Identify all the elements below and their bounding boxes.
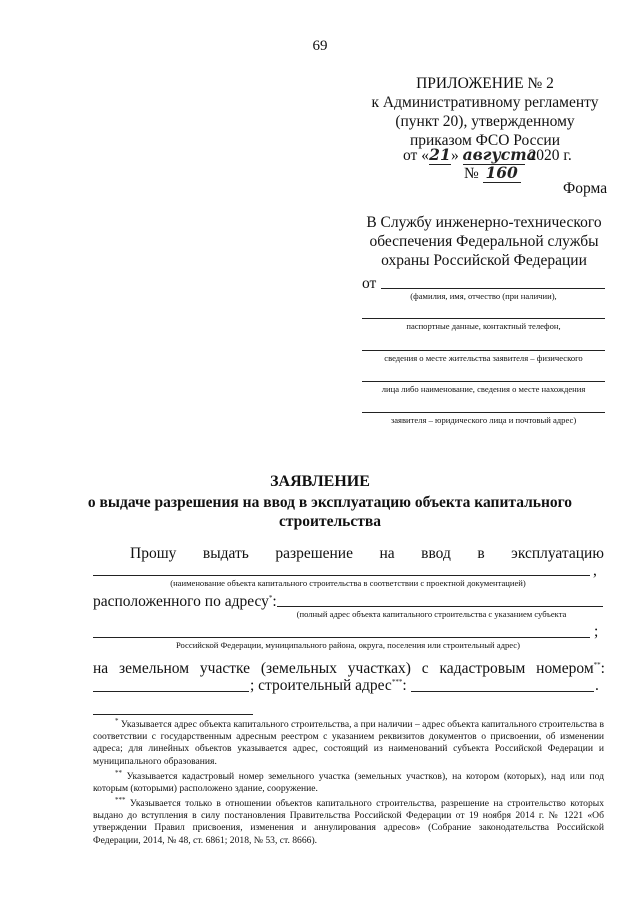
appendix-line-3: приказом ФСО России: [409, 132, 561, 149]
land-plot-line: [93, 660, 605, 678]
statement-subtitle-line-2: строительства: [279, 513, 381, 530]
from-caption-4: лица либо наименование, сведения о месте нахождения: [381, 384, 586, 394]
appendix-number: № 160: [464, 163, 521, 183]
request-word: в: [477, 545, 485, 562]
footnote-2: ** Указывается кадастровый номер земельного участка (земельных участков), на котором (которых), над или под которым (которыми) расположено здание, сооружение.: [93, 768, 604, 795]
building-address-line: [411, 691, 594, 692]
addressee: [350, 213, 618, 270]
land-word: с: [421, 660, 429, 677]
from-caption-2: паспортные данные, контактный телефон,: [406, 321, 561, 331]
object-name-caption: (наименование объекта капитального строительства в соответствии с проектной документацией): [170, 578, 526, 588]
addressee-line-3: охраны Российской Федерации: [381, 252, 587, 269]
land-word: на: [93, 660, 109, 677]
date-day: 21: [429, 145, 451, 164]
footnote-3: *** Указывается только в отношении объектов капитального строительства, разрешение на строительство которых выдано до вступления в силу постановления Правительства Российской Федерации от 19 ноября 2014 г. № 1221 «Об утверждении Правил присвоения, изменения и аннулирования адресов» (Собрание законодательства Российской Федерации, 2014, № 48, ст. 6861; 2018, № 53, ст. 8666).: [93, 795, 604, 846]
appendix-line-1: к Административному регламенту: [371, 94, 599, 111]
request-word: эксплуатацию: [511, 545, 604, 562]
from-caption-1: (фамилия, имя, отчество (при наличии),: [410, 291, 557, 301]
from-line-5: [362, 412, 605, 413]
from-line-2: [362, 318, 605, 319]
object-name-line: [93, 575, 590, 576]
land-word: (земельных: [260, 660, 337, 677]
from-caption-3: сведения о месте жительства заявителя – физического: [384, 353, 583, 363]
land-word: кадастровым: [439, 660, 526, 677]
from-label: от: [362, 275, 377, 292]
building-address-dot: .: [595, 677, 599, 694]
page-number: 69: [312, 38, 328, 54]
object-name-comma: ,: [593, 562, 597, 579]
appendix-header: [360, 74, 610, 150]
date-month: августа: [462, 145, 537, 164]
located-at-label: расположенного по адресу*:: [93, 593, 277, 610]
request-word: выдать: [202, 545, 249, 562]
full-address-line-1: [277, 606, 603, 607]
addressee-line-2: обеспечения Федеральной службы: [369, 233, 599, 250]
statement-subtitle-line-1: о выдаче разрешения на ввод в эксплуатацию объекта капитального: [87, 494, 573, 511]
appendix-title: ПРИЛОЖЕНИЕ № 2: [416, 75, 554, 92]
order-number: 160: [483, 163, 521, 183]
from-line-1: [381, 288, 605, 289]
from-line-4: [362, 381, 605, 382]
full-address-semicolon: ;: [594, 623, 599, 640]
footnote-separator: [93, 714, 253, 715]
appendix-date: от «21» августа 2020 г.: [403, 145, 572, 164]
appendix-line-2: (пункт 20), утвержденному: [395, 113, 575, 130]
full-address-caption-2: Российской Федерации, муниципального района, округа, поселения или строительный адрес): [175, 640, 520, 650]
land-footnote-mark: **: [593, 660, 601, 669]
footnote-1: * Указывается адрес объекта капитального строительства, а при наличии – адрес объекта капитального строительства в соответствии с государственным адресным реестром с указанием реквизитов документов о присвоении, об изменении адреса; для линейных объектов указывается адрес, состоящий из наименований субъекта Российской Федерации и муниципального образования.: [93, 716, 604, 767]
request-word: на: [379, 545, 395, 562]
request-word: разрешение: [275, 545, 353, 562]
building-address-label: ; строительный адрес***:: [250, 677, 407, 694]
from-caption-5: заявителя – юридического лица и почтовый адрес): [390, 415, 577, 425]
land-word: номером**:: [536, 660, 605, 677]
from-line-3: [362, 350, 605, 351]
statement-title: ЗАЯВЛЕНИЕ: [270, 473, 370, 490]
full-address-caption-1: (полный адрес объекта капитального строительства с указанием субъекта: [296, 609, 567, 619]
request-word: ввод: [421, 545, 451, 562]
addressee-line-1: В Службу инженерно-технического: [366, 214, 602, 231]
cadastral-number-line: [93, 691, 249, 692]
full-address-line-2: [93, 637, 590, 638]
form-label: Форма: [563, 180, 608, 197]
land-word: земельном: [119, 660, 190, 677]
land-colon: :: [600, 660, 605, 677]
request-line: [130, 545, 604, 563]
statement-subtitle: [60, 493, 600, 531]
request-word: Прошу: [130, 545, 177, 562]
land-word: участке: [199, 660, 251, 677]
land-word: участках): [347, 660, 411, 677]
